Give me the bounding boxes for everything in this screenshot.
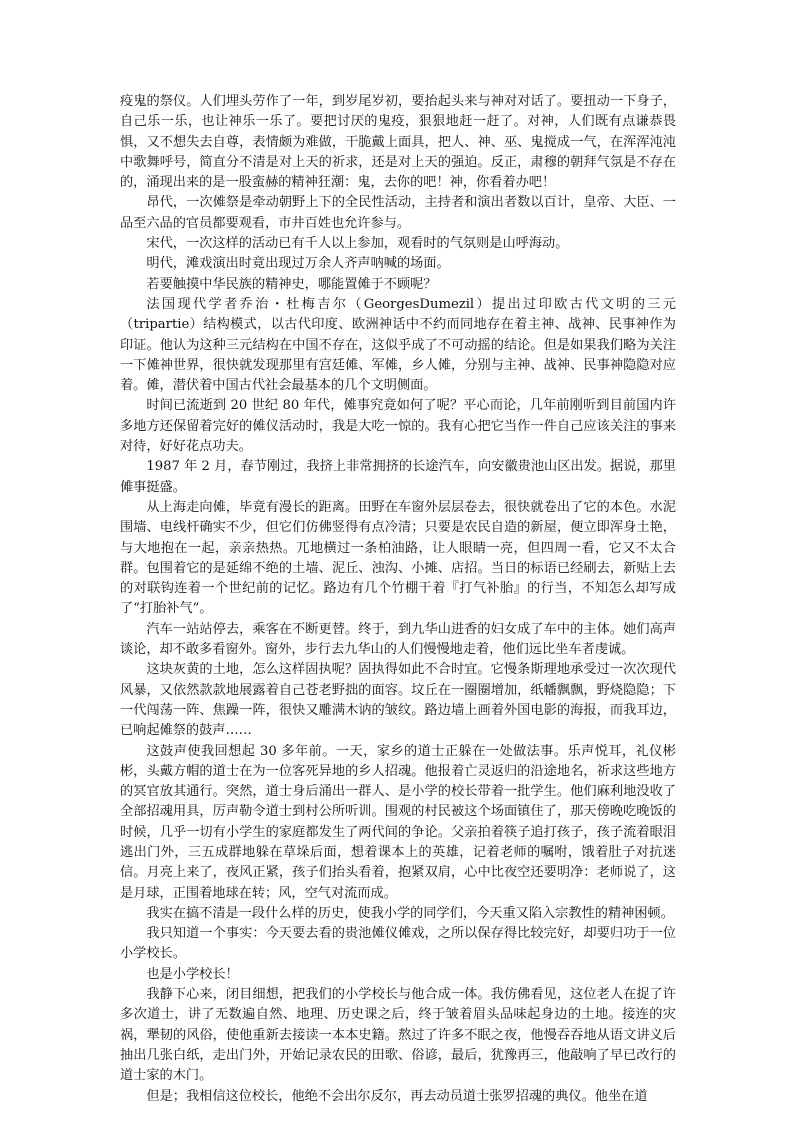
paragraph: 这鼓声使我回想起 30 多年前。一天，家乡的道士正躲在一处做法事。乐声悦耳，礼仪彬彬，头戴方帽的道士在为一位客死异地的乡人招魂。他报着亡灵返归的沿途地名，祈求这些地方的冥官放其通行。突然，道士身后涌出一群人、是小学的校长带着一批学生。他们麻利地没收了全部招魂用具，厉声勒令道士到村公所听训。围观的村民被这个场面镇住了，那天傍晚吃晚饭的时候，几乎一切有小学生的家庭都发生了两代间的争论。父亲拍着筷子追打孩子，孩子流着眼泪逃出门外，三五成群地躲在草垛后面，想着课本上的英雄，记着老师的嘱咐，饿着肚子对抗迷信。月亮上来了，夜风正紧，孩子们抬头看着，抱紧双肩，心中比夜空还要明净：老师说了，这是月球，正围着地球在转；风，空气对流而成。: [120, 743, 676, 901]
paragraph: 汽车一站站停去，乘客在不断更替。终于，到九华山进香的妇女成了车中的主体。她们高声谈论，却不敢多看窗外。窗外，步行去九华山的人们慢慢地走着，他们远比坐车者虔诚。: [120, 621, 676, 658]
paragraph: 若要触摸中华民族的精神史，哪能置傩于不顾呢？: [146, 276, 437, 292]
paragraph: 疫鬼的祭仪。人们埋头劳作了一年，到岁尾岁初，要抬起头来与神对对话了。要扭动一下身子，自己乐一乐，也让神乐一乐了。要把讨厌的鬼疫，狠狠地赶一赶了。对神，人们既有点谦恭畏惧，又不想失去自尊，表情颇为难做，干脆戴上面具，把人、神、巫、鬼搅成一气，在浑浑沌沌中歌舞呼号，简直分不清是对上天的祈求，还是对上天的强迫。反正，肃穆的朝拜气氛是不存在的，涌现出来的是一股蛮赫的精神狂潮：鬼，去你的吧！神，你看着办吧！: [120, 94, 676, 191]
paragraph: 宋代，一次这样的活动已有千人以上参加，观看时的气氛则是山呼海动。: [146, 236, 569, 252]
paragraph: 我静下心来，闭目细想，把我们的小学校长与他合成一体。我仿佛看见，这位老人在捉了许多次道士，讲了无数遍自然、地理、历史课之后，终于皱着眉头品味起身边的土地。接连的灾祸，犟韧的风俗，使他重新去接读一本本史籍。熬过了许多不眠之夜，他慢吞吞地从语文讲义后抽出几张白纸，走出门外，开始记录农民的田歌、俗谚，最后，犹豫再三，他敲响了早已改行的道士家的木门。: [120, 987, 676, 1084]
paragraph: 这块灰黄的土地，怎么这样固执呢？固执得如此不合时宜。它慢条斯理地承受过一次次现代风暴，又依然款款地展露着自己苍老野拙的面容。坟丘在一圈圈增加，纸幡飘飘，野烧隐隐；下一代闯荡一阵、焦躁一阵，很快又雕满木讷的皱纹。路边墙上画着外国电影的海报，而我耳边，已响起傩祭的鼓声……: [120, 662, 676, 739]
paragraph: 但是；我相信这位校长，他绝不会出尔反尔，再去动员道士张罗招魂的典仪。他坐在道: [146, 1088, 648, 1104]
document-page: [120, 92, 676, 1107]
paragraph: 也是小学校长！: [146, 966, 239, 982]
paragraph: 我实在搞不清是一段什么样的历史，使我小学的同学们，今天重又陷入宗教性的精神困顿。: [146, 905, 674, 921]
paragraph: 明代，滩戏演出时竟出现过万余人齐声呐喊的场面。: [146, 256, 450, 272]
paragraph: 从上海走向傩，毕竟有漫长的距离。田野在车窗外层层卷去，很快就卷出了它的本色。水泥围墙、电线杆确实不少，但它们仿佛竖得有点冷清；只要是农民自造的新屋，便立即浑身土艳，与大地抱在一起，亲亲热热。兀地横过一条柏油路，让人眼睛一亮，但四周一看，它又不太合群。包围着它的是延绵不绝的土墙、泥丘、浊沟、小摊、店招。当日的标语已经刷去，新贴上去的对联钩连着一个世纪前的记忆。路边有几个竹棚干着『打气补胎』的行当，不知怎么却写成了“打胎补气”。: [120, 499, 676, 617]
paragraph: 法国现代学者乔治・杜梅吉尔（GeorgesDumezil）提出过印欧古代文明的三元（tripartie）结构模式，以古代印度、欧洲神话中不约而同地存在着主神、战神、民事神作为印证。他认为这种三元结构在中国不存在，这似乎成了不可动摇的结论。但是如果我们略为关注一下傩神世界，很快就发现那里有宫廷傩、军傩，乡人傩，分别与主神、战神、民事神隐隐对应着。傩，潜伏着中国古代社会最基本的几个文明侧面。: [120, 296, 676, 394]
paragraph: 我只知道一个事实：今天要去看的贵池傩仪傩戏，之所以保存得比较完好，却要归功于一位小学校长。: [120, 926, 676, 962]
paragraph: 时间已流逝到 20 世纪 80 年代，傩事究竟如何了呢？平心而论，几年前刚听到目前国内许多地方还保留着完好的傩仪活动时，我是大吃一惊的。我有心把它当作一件自己应该关注的事来对待，好好花点功夫。: [120, 398, 676, 455]
paragraph: 1987 年 2 月，春节刚过，我挤上非常拥挤的长途汽车，向安徽贵池山区出发。据说，那里傩事挺盛。: [120, 459, 676, 495]
paragraph: 昂代，一次傩祭是牵动朝野上下的全民性活动，主持者和演出者数以百计，皇帝、大臣、一品至六品的官员都要观看，市井百姓也允许参与。: [120, 195, 676, 231]
